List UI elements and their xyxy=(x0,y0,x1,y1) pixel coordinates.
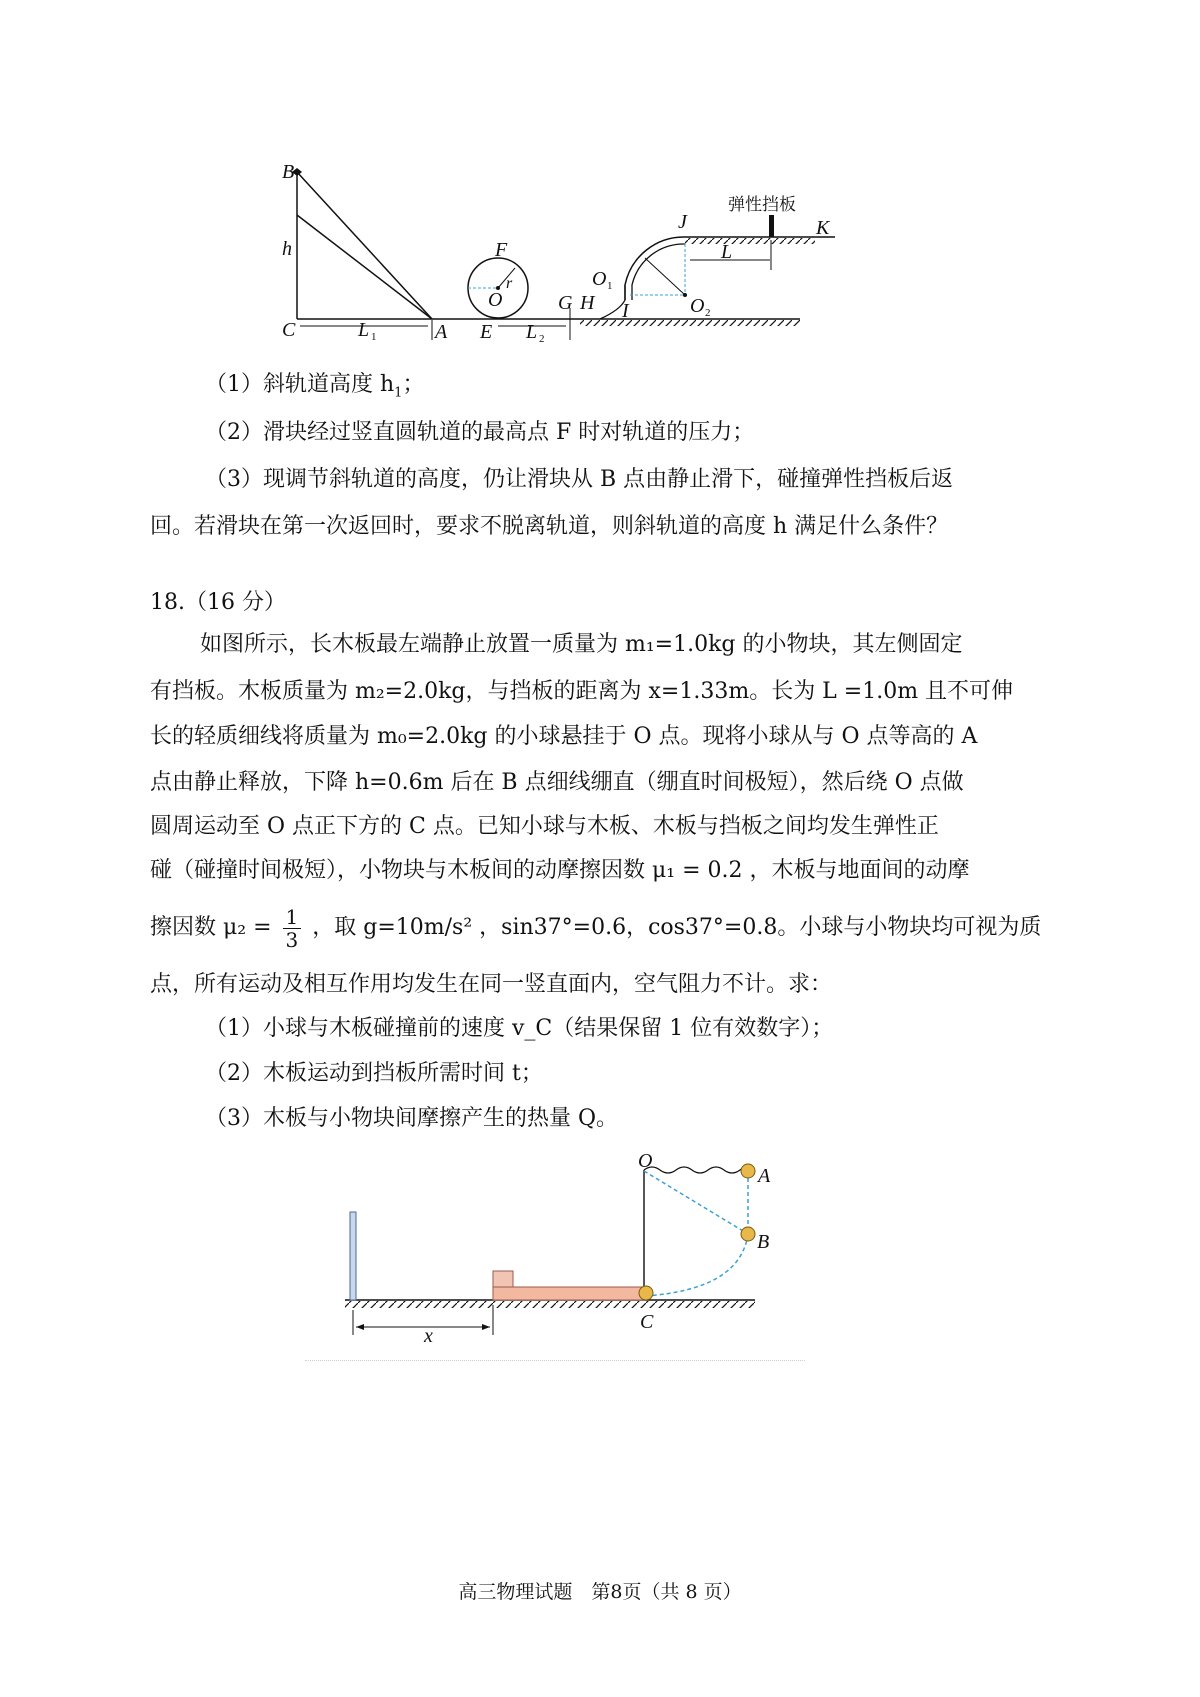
label-L1: L xyxy=(358,319,370,341)
label-O2-sub: 2 xyxy=(705,307,711,319)
label-O: O xyxy=(488,289,503,311)
label-A: A xyxy=(435,321,448,343)
q18-paragraph-line-5: 圆周运动至 O 点正下方的 C 点。已知小球与木板、木板与挡板之间均发生弹性正 xyxy=(150,814,939,839)
label-G: G xyxy=(558,292,573,314)
q18-line-7-prefix: 擦因数 μ₂ = xyxy=(150,915,272,940)
fraction-denominator: 3 xyxy=(285,927,299,952)
label-L: L xyxy=(721,241,733,263)
label-elastic-baffle: 弹性挡板 xyxy=(728,195,796,215)
q17-item-1-text: （1）斜轨道高度 h xyxy=(205,372,395,397)
label-L2: L xyxy=(526,321,538,343)
q18-paragraph-line-6: 碰（碰撞时间极短），小物块与木板间的动摩擦因数 μ₁ = 0.2 ，木板与地面间的动摩 xyxy=(150,858,970,883)
label-F: F xyxy=(495,239,508,261)
label-B: B xyxy=(757,1231,770,1253)
label-O1-sub: 1 xyxy=(607,280,613,292)
label-K: K xyxy=(816,217,830,239)
dotted-divider xyxy=(305,1360,805,1361)
q18-paragraph-line-4: 点由静止释放，下降 h=0.6m 后在 B 点细线绷直（绷直时间极短），然后绕 O 点做 xyxy=(150,770,964,795)
track-diagram xyxy=(280,160,880,360)
q17-item-1-end: ； xyxy=(402,372,425,397)
label-O2: O xyxy=(690,295,705,317)
label-r: r xyxy=(506,275,513,292)
q18-paragraph-line-1: 如图所示，长木板最左端静止放置一质量为 m₁=1.0kg 的小物块，其左侧固定 xyxy=(200,632,963,657)
q17-item-3-line-2: 回。若滑块在第一次返回时，要求不脱离轨道，则斜轨道的高度 h 满足什么条件？ xyxy=(150,514,949,539)
label-I: I xyxy=(622,300,629,322)
q17-item-1-sub: 1 xyxy=(394,385,403,401)
pendulum-board-diagram xyxy=(340,1150,780,1360)
q17-item-1 xyxy=(205,370,424,408)
q18-paragraph-line-8: 点，所有运动及相互作用均发生在同一竖直面内，空气阻力不计。求： xyxy=(150,972,833,997)
label-h: h xyxy=(282,238,292,260)
q18-paragraph-line-2: 有挡板。木板质量为 m₂=2.0kg，与挡板的距离为 x=1.33m。长为 L =1.0m 且不可伸 xyxy=(150,679,1014,704)
q18-line-7-suffix: ，取 g=10m/s² ，sin37°=0.6，cos37°=0.8。小球与小物块均可视为质 xyxy=(312,915,1042,940)
label-J: J xyxy=(678,211,687,233)
q18-item-1: （1）小球与木板碰撞前的速度 v_C（结果保留 1 位有效数字）； xyxy=(205,1016,834,1041)
label-L1-sub: 1 xyxy=(371,331,377,343)
label-O1: O xyxy=(592,268,607,290)
fraction-numerator: 1 xyxy=(283,906,302,929)
label-C: C xyxy=(282,319,296,341)
label-C: C xyxy=(640,1311,654,1333)
q18-item-3: （3）木板与小物块间摩擦产生的热量 Q。 xyxy=(205,1106,619,1131)
label-A: A xyxy=(758,1165,771,1187)
q17-item-2: （2）滑块经过竖直圆轨道的最高点 F 时对轨道的压力； xyxy=(205,420,755,445)
q18-header: 18.（16 分） xyxy=(150,590,286,615)
q18-item-2: （2）木板运动到挡板所需时间 t； xyxy=(205,1061,543,1086)
label-x: x xyxy=(424,1325,433,1347)
fraction-one-third xyxy=(283,906,302,951)
q17-item-3-line-1: （3）现调节斜轨道的高度，仍让滑块从 B 点由静止滑下，碰撞弹性挡板后返 xyxy=(205,467,954,492)
label-L2-sub: 2 xyxy=(539,333,545,345)
q18-paragraph-line-3: 长的轻质细线将质量为 m₀=2.0kg 的小球悬挂于 O 点。现将小球从与 O 点等高的 A xyxy=(150,724,978,749)
label-E: E xyxy=(480,321,493,343)
page-footer: 高三物理试题 第8页（共 8 页） xyxy=(458,1581,742,1603)
label-O: O xyxy=(638,1150,653,1172)
q18-paragraph-line-7 xyxy=(150,900,1041,960)
label-H: H xyxy=(580,292,595,314)
label-B: B xyxy=(282,161,295,183)
